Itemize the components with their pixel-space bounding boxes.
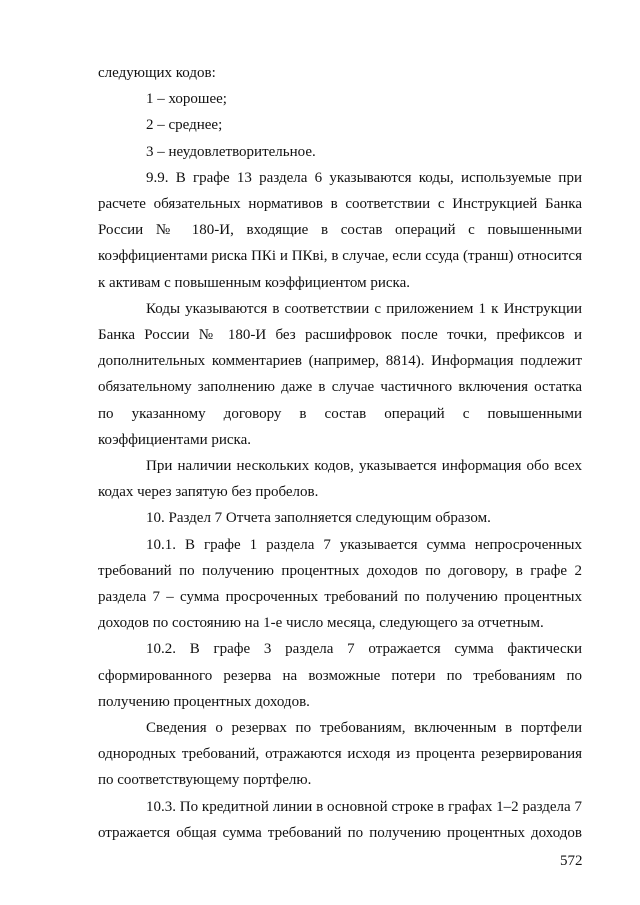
list-item-average: 2 – среднее;	[146, 117, 223, 134]
list-item-good: 1 – хорошее;	[146, 91, 227, 108]
paragraph-10: 10. Раздел 7 Отчета заполняется следующим образом.	[146, 510, 491, 527]
paragraph-reserves: Сведения о резервах по требованиям, включенным в портфели однородных требований, отражаются исходя из процента резервирования по соответствующему портфелю.	[98, 720, 582, 789]
paragraph-10-1: 10.1. В графе 1 раздела 7 указывается сумма непросроченных требований по получению процентных доходов по договору, в графе 2 раздела 7 – сумма просроченных требований по получению процентных доходов по состоянию на 1-е число месяца, следующего за отчетным.	[98, 536, 582, 632]
list-item-unsatisfactory: 3 – неудовлетворительное.	[146, 143, 316, 160]
paragraph-codes-appendix: Коды указываются в соответствии с приложением 1 к Инструкции Банка России № 180-И без расшифровок после точки, префиксов и дополнительных комментариев (например, 8814). Информация подлежит обязательному заполнению даже в случае частичного включения остатка по указанному договору в состав операций с повышенными коэффициентами риска.	[98, 300, 582, 448]
page-number: 572	[560, 853, 583, 869]
body-text	[98, 60, 582, 846]
paragraph-codes-intro: следующих кодов:	[98, 65, 216, 81]
paragraph-10-2: 10.2. В графе 3 раздела 7 отражается сумма фактически сформированного резерва на возможные потери по требованиям по получению процентных доходов.	[98, 641, 582, 710]
paragraph-9-9: 9.9. В графе 13 раздела 6 указываются коды, используемые при расчете обязательных нормативов в соответствии с Инструкцией Банка России № 180-И, входящие в состав операций с повышенными коэффициентами риска ПКi и ПКвi, в случае, если ссуда (транш) относится к активам с повышенным коэффициентом риска.	[98, 169, 582, 291]
paragraph-multiple-codes: При наличии нескольких кодов, указывается информация обо всех кодах через запятую без пробелов.	[98, 458, 582, 501]
paragraph-10-3: 10.3. По кредитной линии в основной строке в графах 1–2 раздела 7 отражается общая сумма требований по получению процентных доходов	[98, 798, 582, 841]
